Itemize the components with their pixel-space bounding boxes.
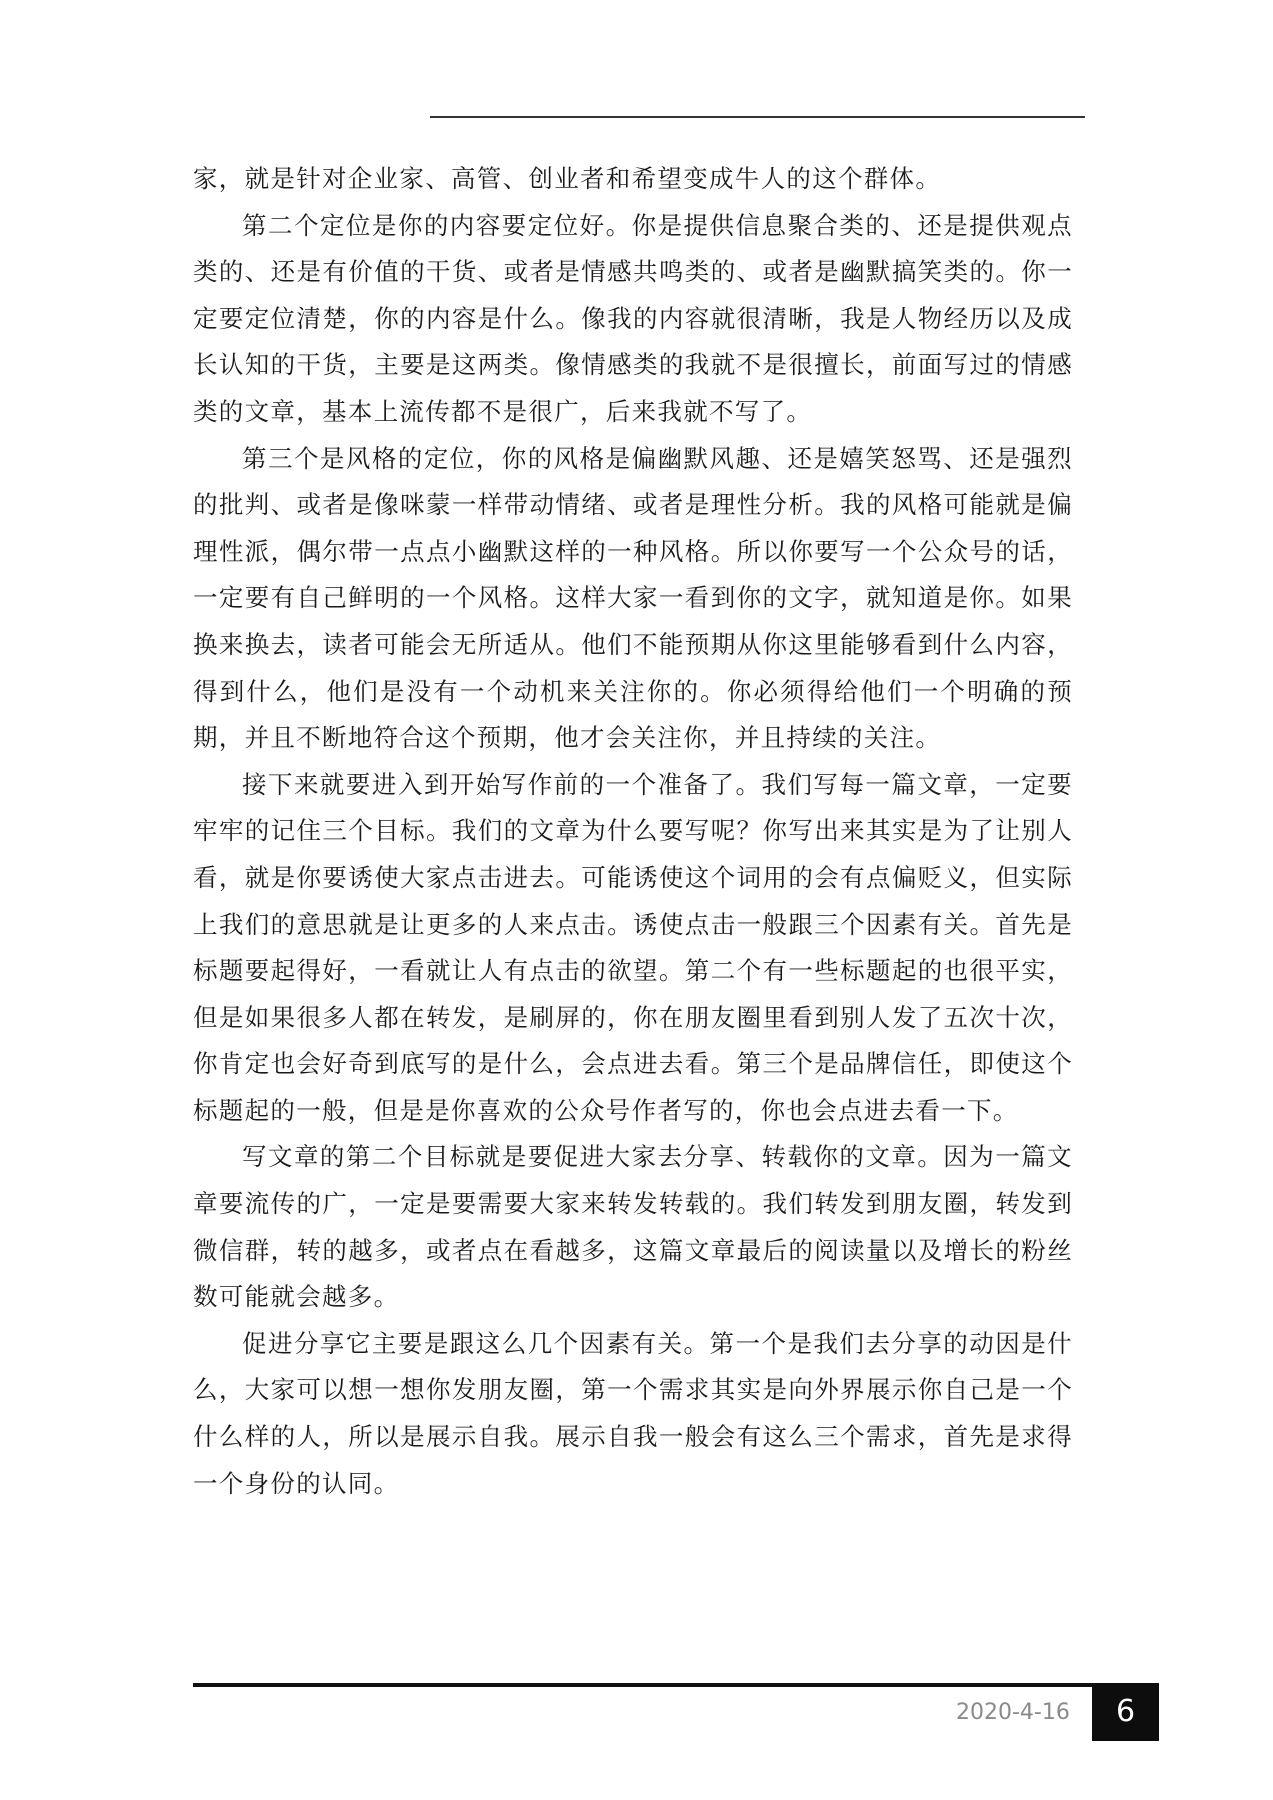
page-number: 6	[1092, 1683, 1159, 1741]
paragraph: 写文章的第二个目标就是要促进大家去分享、转载你的文章。因为一篇文章要流传的广，一定是要需要大家来转发转载的。我们转发到朋友圈，转发到微信群，转的越多，或者点在看越多，这篇文章最后的阅读量以及增长的粉丝数可能就会越多。	[193, 1142, 1073, 1312]
paragraph: 第二个定位是你的内容要定位好。你是提供信息聚合类的、还是提供观点类的、还是有价值的干货、或者是情感共鸣类的、或者是幽默搞笑类的。你一定要定位清楚，你的内容是什么。像我的内容就很清晰，我是人物经历以及成长认知的干货，主要是这两类。像情感类的我就不是很擅长，前面写过的情感类的文章，基本上流传都不是很广，后来我就不写了。	[193, 210, 1073, 426]
footer-date: 2020-4-16	[956, 1700, 1070, 1725]
paragraph: 促进分享它主要是跟这么几个因素有关。第一个是我们去分享的动因是什么，大家可以想一想你发朋友圈，第一个需求其实是向外界展示你自己是一个什么样的人，所以是展示自我。展示自我一般会有这么三个需求，首先是求得一个身份的认同。	[193, 1328, 1073, 1498]
paragraph: 第三个是风格的定位，你的风格是偏幽默风趣、还是嬉笑怒骂、还是强烈的批判、或者是像咪蒙一样带动情绪、或者是理性分析。我的风格可能就是偏理性派，偶尔带一点点小幽默这样的一种风格。所以你要写一个公众号的话，一定要有自己鲜明的一个风格。这样大家一看到你的文字，就知道是你。如果换来换去，读者可能会无所适从。他们不能预期从你这里能够看到什么内容，得到什么，他们是没有一个动机来关注你的。你必须得给他们一个明确的预期，并且不断地符合这个预期，他才会关注你，并且持续的关注。	[193, 443, 1073, 753]
header-rule	[430, 116, 1085, 118]
paragraph: 家，就是针对企业家、高管、创业者和希望变成牛人的这个群体。	[193, 164, 942, 193]
paragraph: 接下来就要进入到开始写作前的一个准备了。我们写每一篇文章，一定要牢牢的记住三个目标。我们的文章为什么要写呢？你写出来其实是为了让别人看，就是你要诱使大家点击进去。可能诱使这个词用的会有点偏贬义，但实际上我们的意思就是让更多的人来点击。诱使点击一般跟三个因素有关。首先是标题要起得好，一看就让人有点击的欲望。第二个有一些标题起的也很平实，但是如果很多人都在转发，是刷屏的，你在朋友圈里看到别人发了五次十次，你肯定也会好奇到底写的是什么，会点进去看。第三个是品牌信任，即使这个标题起的一般，但是是你喜欢的公众号作者写的，你也会点进去看一下。	[193, 769, 1073, 1125]
footer-rule	[193, 1683, 1151, 1687]
body-text	[193, 156, 1073, 1507]
